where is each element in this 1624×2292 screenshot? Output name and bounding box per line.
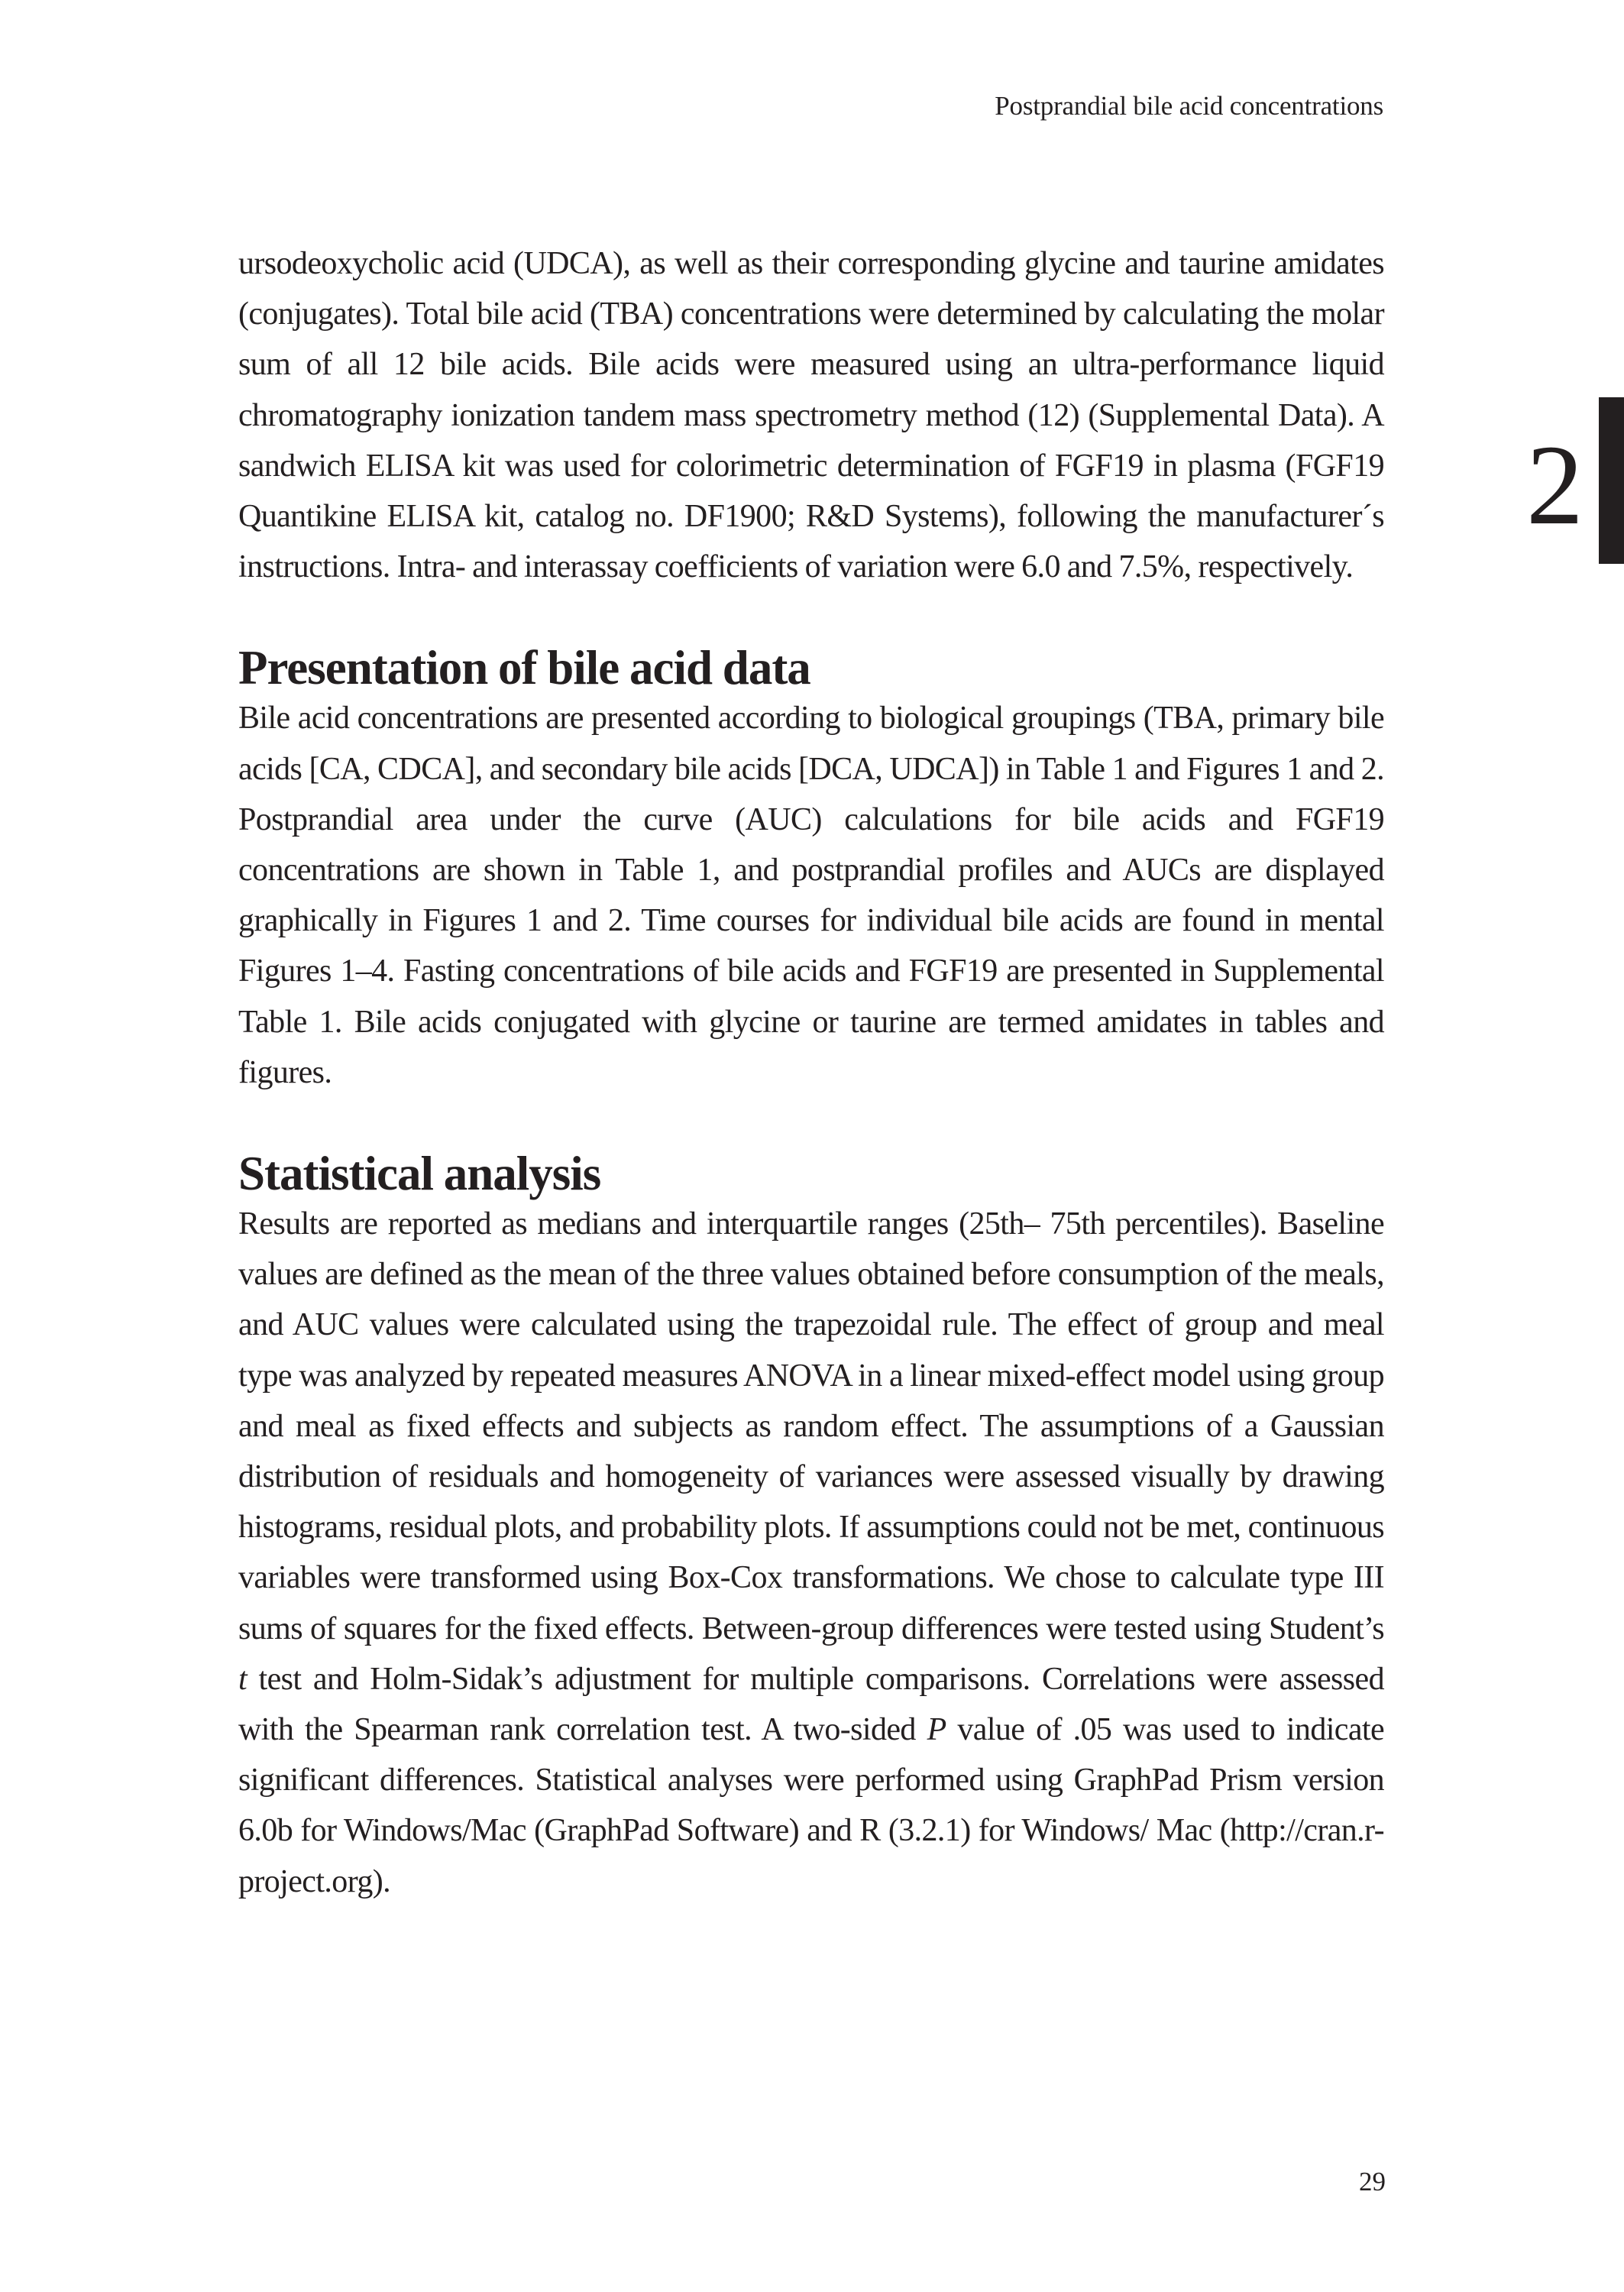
- stats-text-part2: test and Holm-Sidak’s adjustment for multiple comparisons. Correlations were assessed with the Spearman rank correlation test. A two-sided: [238, 1661, 1384, 1748]
- running-header: Postprandial bile acid concentrations: [995, 91, 1383, 121]
- italic-p: P: [927, 1712, 946, 1748]
- chapter-tab-bar: [1599, 397, 1624, 564]
- page-number: 29: [1359, 2167, 1386, 2196]
- section-heading-presentation: Presentation of bile acid data: [238, 641, 810, 695]
- presentation-paragraph: Bile acid concentrations are presented according to biological groupings (TBA, primary bile acids [CA, CDCA], and secondary bile acids [DCA, UDCA]) in Table 1 and Figures 1 and 2. Postprandial area under the curve (AUC) calculations for bile acids and FGF19 concentrations are shown in Table 1, and postprandial profiles and AUCs are displayed graphically in Figures 1 and 2. Time courses for individual bile acids are found in mental Figures 1–4. Fasting concentrations of bile acids and FGF19 are presented in Supplemental Table 1. Bile acids conjugated with glycine or taurine are termed amidates in tables and figures.: [238, 701, 1384, 1090]
- intro-paragraph: ursodeoxycholic acid (UDCA), as well as their corresponding glycine and taurine amidates (conjugates). Total bile acid (TBA) concentrations were determined by calculating the molar sum of all 12 bile acids. Bile acids were measured using an ultra-performance liquid chromatography ionization tandem mass spectrometry method (12) (Supplemental Data). A sandwich ELISA kit was used for colorimetric determination of FGF19 in plasma (FGF19 Quantikine ELISA kit, catalog no. DF1900; R&D Systems), following the manufacturer´s instructions. Intra- and interassay coefficients of variation were 6.0 and 7.5%, respectively.: [238, 246, 1384, 585]
- statistical-analysis-paragraph: [238, 1199, 1384, 1907]
- italic-t: t: [238, 1661, 247, 1697]
- chapter-number: 2: [1526, 422, 1584, 549]
- section-spacer: [238, 1098, 1384, 1148]
- page-content: [238, 238, 1384, 1907]
- stats-text-part3: value of .05 was used to indicate significant differences. Statistical analyses were performed using GraphPad Prism version 6.0b for Windows/Mac (GraphPad Software) and R (3.2.1) for Windows/ Mac (http://cran.r-project.org).: [238, 1712, 1384, 1899]
- section-spacer: [238, 592, 1384, 643]
- stats-text-part1: Results are reported as medians and interquartile ranges (25th– 75th percentiles). Baseline values are defined as the mean of the three values obtained before consumption of the meals, and AUC values were calculated using the trapezoidal rule. The effect of group and meal type was analyzed by repeated measures ANOVA in a linear mixed-effect model using group and meal as fixed effects and subjects as random effect. The assumptions of a Gaussian distribution of residuals and homogeneity of variances were assessed visually by drawing histograms, residual plots, and probability plots. If assumptions could not be met, continuous variables were transformed using Box-Cox transformations. We chose to calculate type III sums of squares for the fixed effects. Between-group differences were tested using Student’s: [238, 1206, 1384, 1646]
- section-heading-statistical-analysis: Statistical analysis: [238, 1147, 601, 1201]
